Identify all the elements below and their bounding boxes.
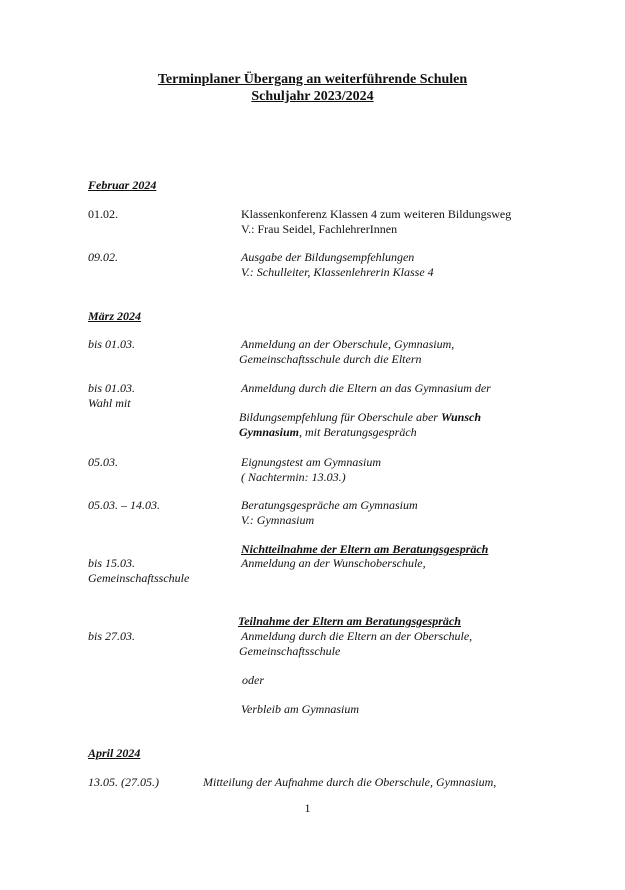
month-heading-april: April 2024 [88, 746, 141, 760]
event-description: Verbleib am Gymnasium [241, 702, 359, 716]
event-date: bis 27.03. [88, 629, 136, 643]
event-date: 05.03. [88, 455, 118, 469]
event-description: Gemeinschaftsschule [239, 644, 341, 658]
event-date: 13.05. (27.05.) [88, 775, 159, 789]
event-description: Eignungstest am Gymnasium [241, 455, 381, 469]
event-text-bold: Gymnasium [239, 425, 300, 439]
event-description: Anmeldung an der Wunschoberschule, [241, 556, 426, 570]
event-text: , mit Beratungsgespräch [299, 425, 417, 439]
event-description [239, 425, 417, 440]
event-date: 09.02. [88, 250, 118, 264]
event-description: Beratungsgespräche am Gymnasium [241, 498, 418, 512]
event-responsible: V.: Schulleiter, Klassenlehrerin Klasse 4 [241, 265, 434, 279]
event-date: bis 01.03. [88, 381, 136, 395]
event-note: ( Nachtermin: 13.03.) [241, 470, 346, 484]
event-description: Anmeldung an der Oberschule, Gymnasium, [241, 337, 455, 351]
event-responsible: V.: Gymnasium [241, 513, 315, 527]
event-date: 01.02. [88, 207, 118, 221]
event-description: Gemeinschaftsschule durch die Eltern [239, 352, 422, 366]
event-description: Anmeldung durch die Eltern an das Gymnasium der [241, 381, 491, 395]
event-description [239, 410, 481, 425]
event-responsible: V.: Frau Seidel, FachlehrerInnen [241, 222, 398, 236]
event-description: Ausgabe der Bildungsempfehlungen [241, 250, 415, 264]
event-description: Mitteilung der Aufnahme durch die Oberschule, Gymnasium, [203, 775, 497, 789]
month-heading-march: März 2024 [88, 309, 142, 323]
event-text-bold: Wunsch [440, 410, 482, 424]
event-text: Bildungsempfehlung für Oberschule aber [239, 410, 441, 424]
section-subheading: Teilnahme der Eltern am Beratungsgespräch [238, 614, 461, 628]
event-date-note: Wahl mit [88, 396, 131, 410]
event-date: bis 01.03. [88, 337, 136, 351]
page-title: Terminplaner Übergang an weiterführende Schulen [157, 72, 468, 87]
page-subtitle: Schuljahr 2023/2024 [251, 89, 374, 104]
section-subheading: Nichtteilnahme der Eltern am Beratungsgespräch [241, 542, 489, 556]
month-heading-february: Februar 2024 [88, 178, 157, 192]
event-date: bis 15.03. [88, 556, 136, 570]
event-date: 05.03. – 14.03. [88, 498, 160, 512]
event-date-note: Gemeinschaftsschule [88, 571, 190, 585]
page-number: 1 [304, 801, 311, 815]
event-description: Klassenkonferenz Klassen 4 zum weiteren Bildungsweg [241, 207, 512, 221]
event-conjunction: oder [242, 673, 264, 687]
event-description: Anmeldung durch die Eltern an der Oberschule, [241, 629, 473, 643]
